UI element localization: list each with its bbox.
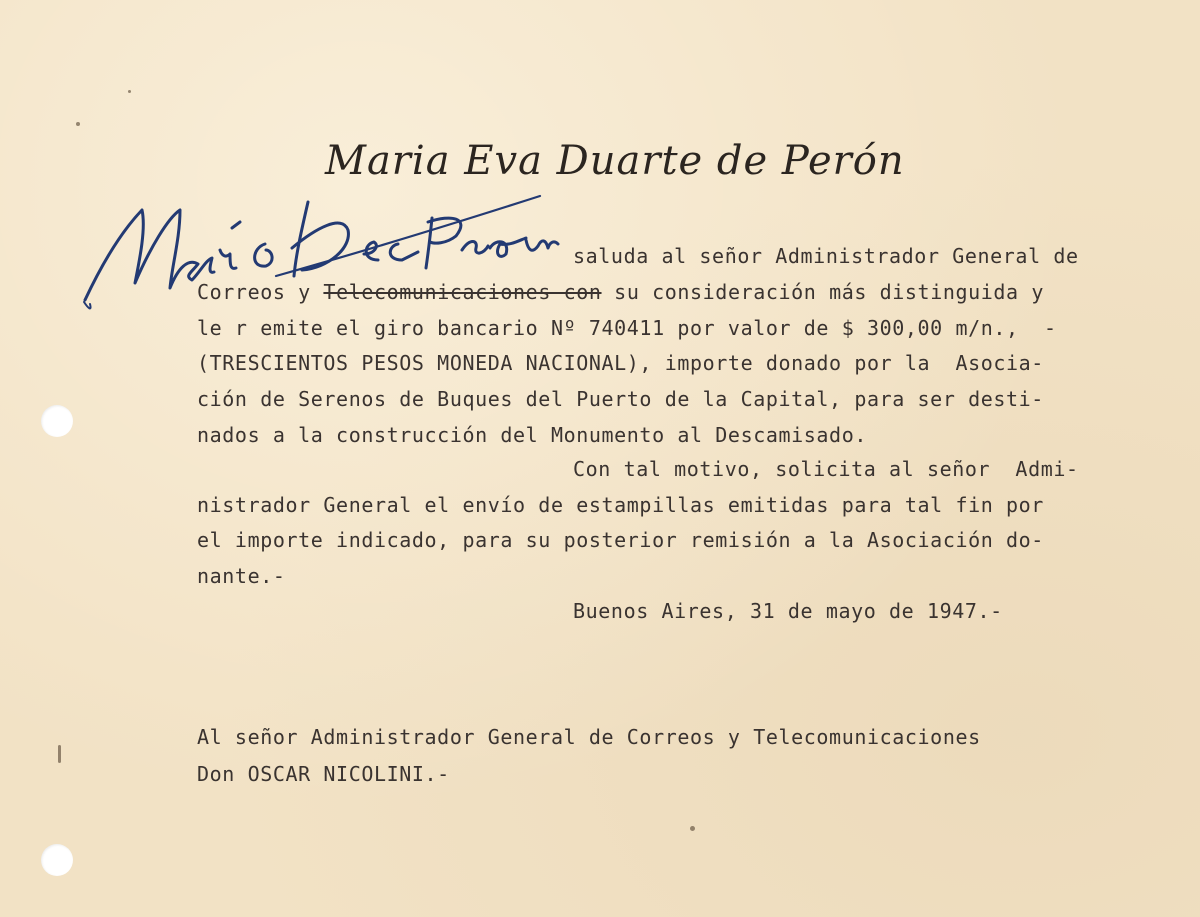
- body-line-10: nante.-: [197, 564, 286, 588]
- paper-speck: [128, 90, 131, 93]
- body-line-4: (TRESCIENTOS PESOS MONEDA NACIONAL), importe donado por la Asocia-: [197, 351, 1044, 375]
- punch-hole-top: [41, 405, 73, 437]
- body-line-2-start: Correos y: [197, 280, 324, 304]
- body-line-2: [197, 274, 1044, 310]
- body-line-1: saluda al señor Administrador General de: [573, 244, 1079, 268]
- body-line-7: Con tal motivo, solicita al señor Admi-: [573, 457, 1079, 481]
- body-line-2-end: su consideración más distinguida y: [601, 280, 1044, 304]
- addressee-line-1: Al señor Administrador General de Correos y Telecomunicaciones: [197, 725, 981, 749]
- body-line-9: el importe indicado, para su posterior remisión a la Asociación do-: [197, 528, 1044, 552]
- letterhead-name: Maria Eva Duarte de Perón: [325, 138, 905, 184]
- body-line-3: le r emite el giro bancario Nº 740411 por valor de $ 300,00 m/n., -: [197, 316, 1057, 340]
- date-line: Buenos Aires, 31 de mayo de 1947.-: [573, 599, 1003, 623]
- struck-out-text: Telecomunicaciones con: [323, 280, 602, 304]
- addressee-line-2: Don OSCAR NICOLINI.-: [197, 762, 450, 786]
- punch-hole-bottom: [41, 844, 73, 876]
- paper-speck: [76, 122, 80, 126]
- body-line-5: ción de Serenos de Buques del Puerto de la Capital, para ser desti-: [197, 387, 1044, 411]
- body-line-8: nistrador General el envío de estampillas emitidas para tal fin por: [197, 493, 1044, 517]
- paper-speck: [690, 826, 695, 831]
- body-line-6: nados a la construcción del Monumento al Descamisado.: [197, 423, 867, 447]
- paper-speck: [58, 745, 61, 763]
